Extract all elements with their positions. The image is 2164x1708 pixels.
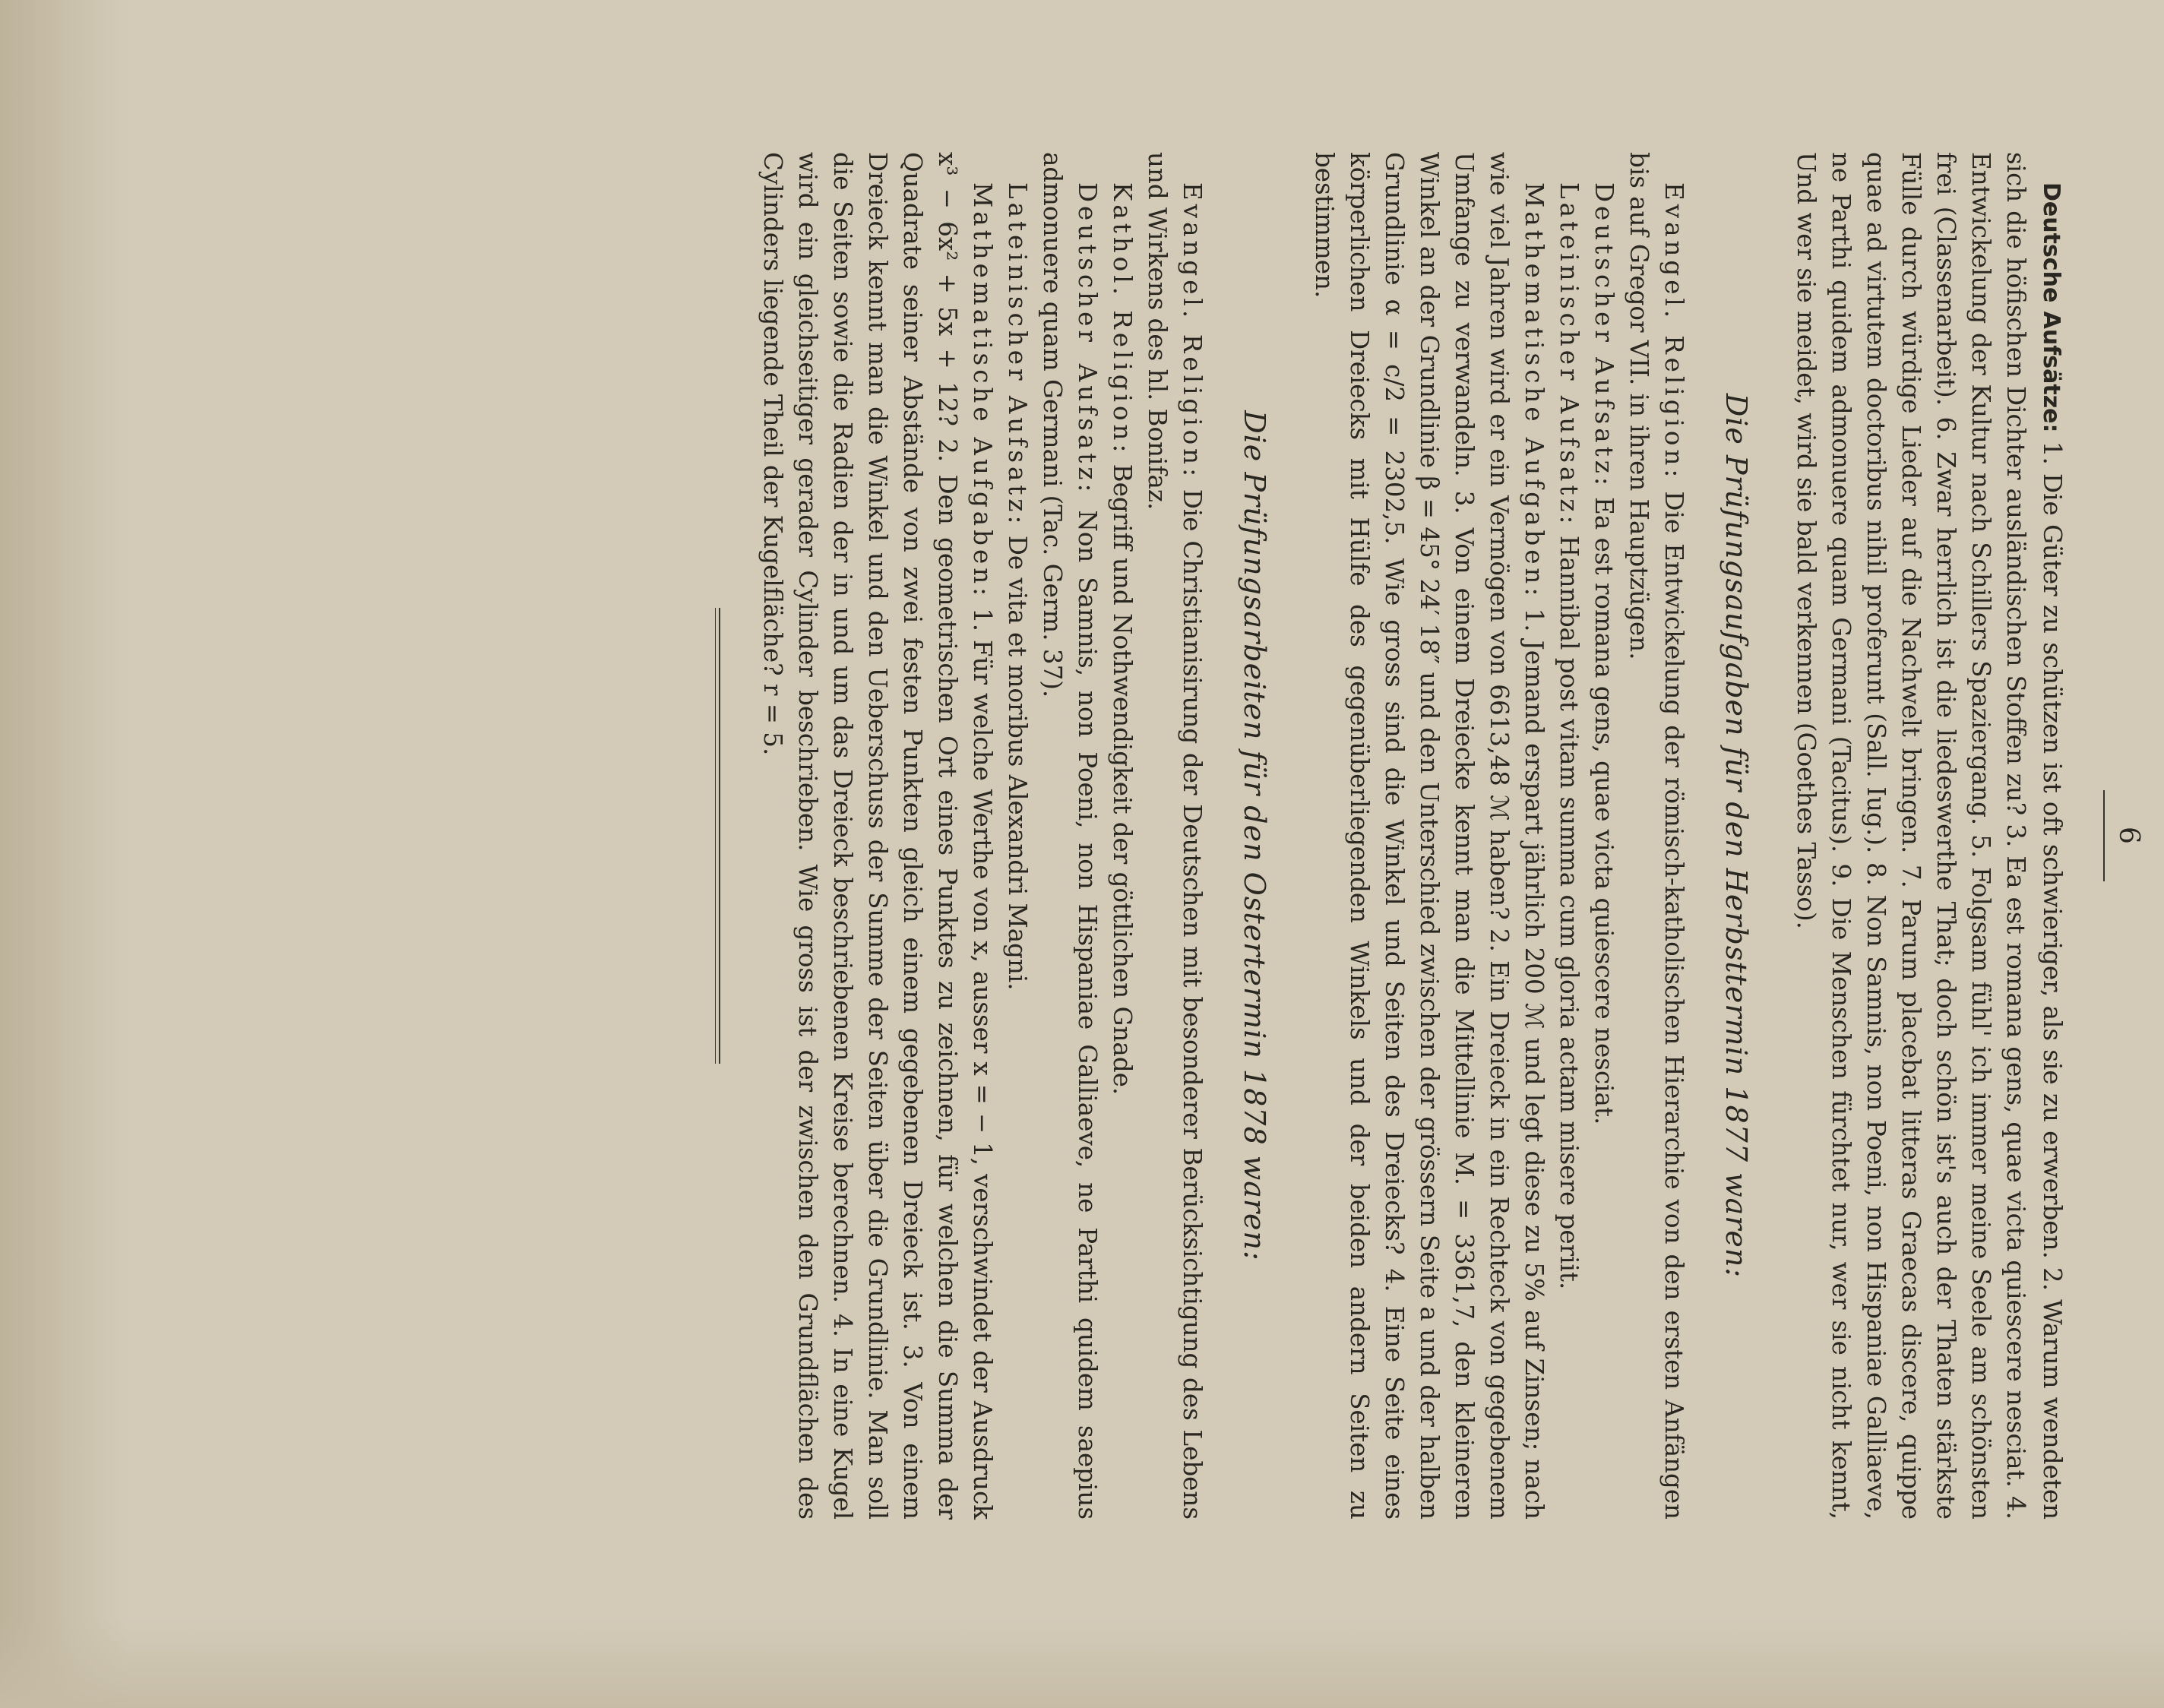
herbst-religion-text: Die Entwickelung der römisch-katholischen Hierarchie von den ersten Anfängen bis auf Gregor VII. in ihren Hauptzügen.: [1625, 152, 1688, 1520]
herbst-deutsch-label: Deutscher Aufsatz:: [1590, 182, 1618, 489]
herbst-religion-label: Evangel. Religion:: [1659, 182, 1688, 482]
oster-kath-text: Begriff und Nothwendigkeit der göttlichen Gnade.: [1108, 463, 1137, 1096]
oster-deutsch: [1035, 152, 1105, 1520]
oster-kath-religion: [1105, 152, 1140, 1520]
aufsaetze-paragraph: [1789, 152, 2070, 1520]
oster-deutsch-text: Non Samnis, non Poeni, non Hispaniae Galliaeve, ne Parthi quidem saepius admonuere quam Germani (Tac. Germ. 37).: [1038, 152, 1102, 1520]
oster-kath-label: Kathol. Religion:: [1108, 182, 1137, 457]
herbst-religion: [1621, 152, 1691, 1520]
page-bottom-shading: [0, 1617, 2164, 1708]
closing-double-rule: [715, 608, 720, 1064]
oster-ev-label: Evangel. Religion:: [1178, 182, 1207, 481]
oster-deutsch-label: Deutscher Aufsatz:: [1073, 182, 1102, 496]
herbst-deutsch-text: Ea est romana gens, quae victa quiescere nesciat.: [1590, 497, 1618, 1125]
herbst-latein: [1552, 152, 1587, 1520]
page-number-rule: [2103, 790, 2105, 881]
herbst-heading: Die Prüfungsaufgaben für den Herbsttermin 1877 waren:: [1719, 393, 1753, 1279]
herbst-mathe: [1307, 152, 1552, 1520]
oster-ev-text: Die Christianisirung der Deutschen mit besonderer Berücksichtigung des Lebens und Wirkens des hl. Bonifaz.: [1143, 152, 1207, 1520]
herbst-latein-text: Hannibal post vitam summa cum gloria actam misere periit.: [1555, 535, 1583, 1290]
oster-mathe-text: 1. Für welche Werthe von x, ausser x = − 1, verschwindet der Ausdruck x³ − 6x² + 5x + 12? 2. Den geometrischen Ort eines Punktes zu zeichnen, für welchen die Summa der Quadrate seiner Abstände von zwei festen Punkten gleich einem gegebenen Dreieck ist. 3. Von einem Dreieck kennt man die Winkel und den Ueberschuss der Summe der Seiten über die Grundlinie. Man soll die Seiten sowie die Radien der in und um das Dreieck beschriebenen Kreise berechnen. 4. In eine Kugel wird ein gleichseitiger gerader Cylinder beschrieben. Wie gross ist der zwischen den Grundflächen des Cylinders liegende Theil der Kugelfläche? r = 5.: [758, 152, 997, 1520]
herbst-mathe-label: Mathematische Aufgaben:: [1520, 182, 1549, 600]
oster-latein: [1000, 152, 1035, 1520]
oster-mathe: [755, 152, 1000, 1520]
page-content-rotated: [246, 152, 2146, 1520]
aufsaetze-text: 1. Die Güter zu schützen ist oft schwieriger, als sie zu erwerben. 2. Warum wendeten sich die höfischen Dichter ausländischen Stoffen zu? 3. Ea est romana gens, quae victa quiescere nesciat. 4. Entwickelung der Kultur nach Schillers Spaziergang. 5. Folgsam fühl' ich immer meine Seele am schönsten frei (Classenarbeit). 6. Zwar herrlich ist die liedeswerthe That; doch schön ist's auch der Thaten stärkste Fülle durch würdige Lieder auf die Nachwelt bringen. 7. Parum placebat litteras Graecas discere, quippe quae ad virtutem doctoribus nihil proferunt (Sall. Iug.). 8. Non Samnis, non Poeni, non Hispaniae Galliaeve, ne Parthi quidem admonuere quam Germani (Tacitus). 9. Die Menschen fürchtet nur, wer sie nicht kennt, Und wer sie meidet, wird sie bald verkennen (Goethes Tasso).: [1792, 152, 2067, 1520]
oster-ev-religion: [1140, 152, 1210, 1520]
oster-mathe-label: Mathematische Aufgaben:: [968, 182, 997, 600]
herbst-mathe-text: 1. Jemand erspart jährlich 200 ℳ und legt diese zu 5% auf Zinsen; nach wie viel Jahren wird er ein Vermögen von 6613,48 ℳ haben? 2. Ein Dreieck in ein Rechteck von gegebenem Umfange zu verwandeln. 3. Von einem Dreiecke kennt man die Mittellinie M. = 3361,7, den kleineren Winkel an der Grundlinie β = 45° 24′ 18″ und den Unterschied zwischen der grössern Seite a und der halben Grundlinie α = c/2 = 2302,5. Wie gross sind die Winkel und Seiten des Dreiecks? 4. Eine Seite eines körperlichen Dreiecks mit Hülfe des gegenüberliegenden Winkels und der beiden andern Seiten zu bestimmen.: [1310, 152, 1549, 1520]
oster-heading: Die Prüfungsarbeiten für den Ostertermin 1878 waren:: [1238, 410, 1271, 1261]
herbst-deutsch: [1587, 152, 1621, 1520]
page-number: 6: [2113, 827, 2144, 845]
aufsaetze-label: Deutsche Aufsätze:: [2038, 182, 2064, 433]
oster-latein-text: De vita et moribus Alexandri Magni.: [1003, 535, 1032, 991]
herbst-latein-label: Lateinischer Aufsatz:: [1555, 182, 1583, 528]
oster-latein-label: Lateinischer Aufsatz:: [1003, 182, 1032, 528]
page-edge-shading: [0, 0, 129, 1708]
